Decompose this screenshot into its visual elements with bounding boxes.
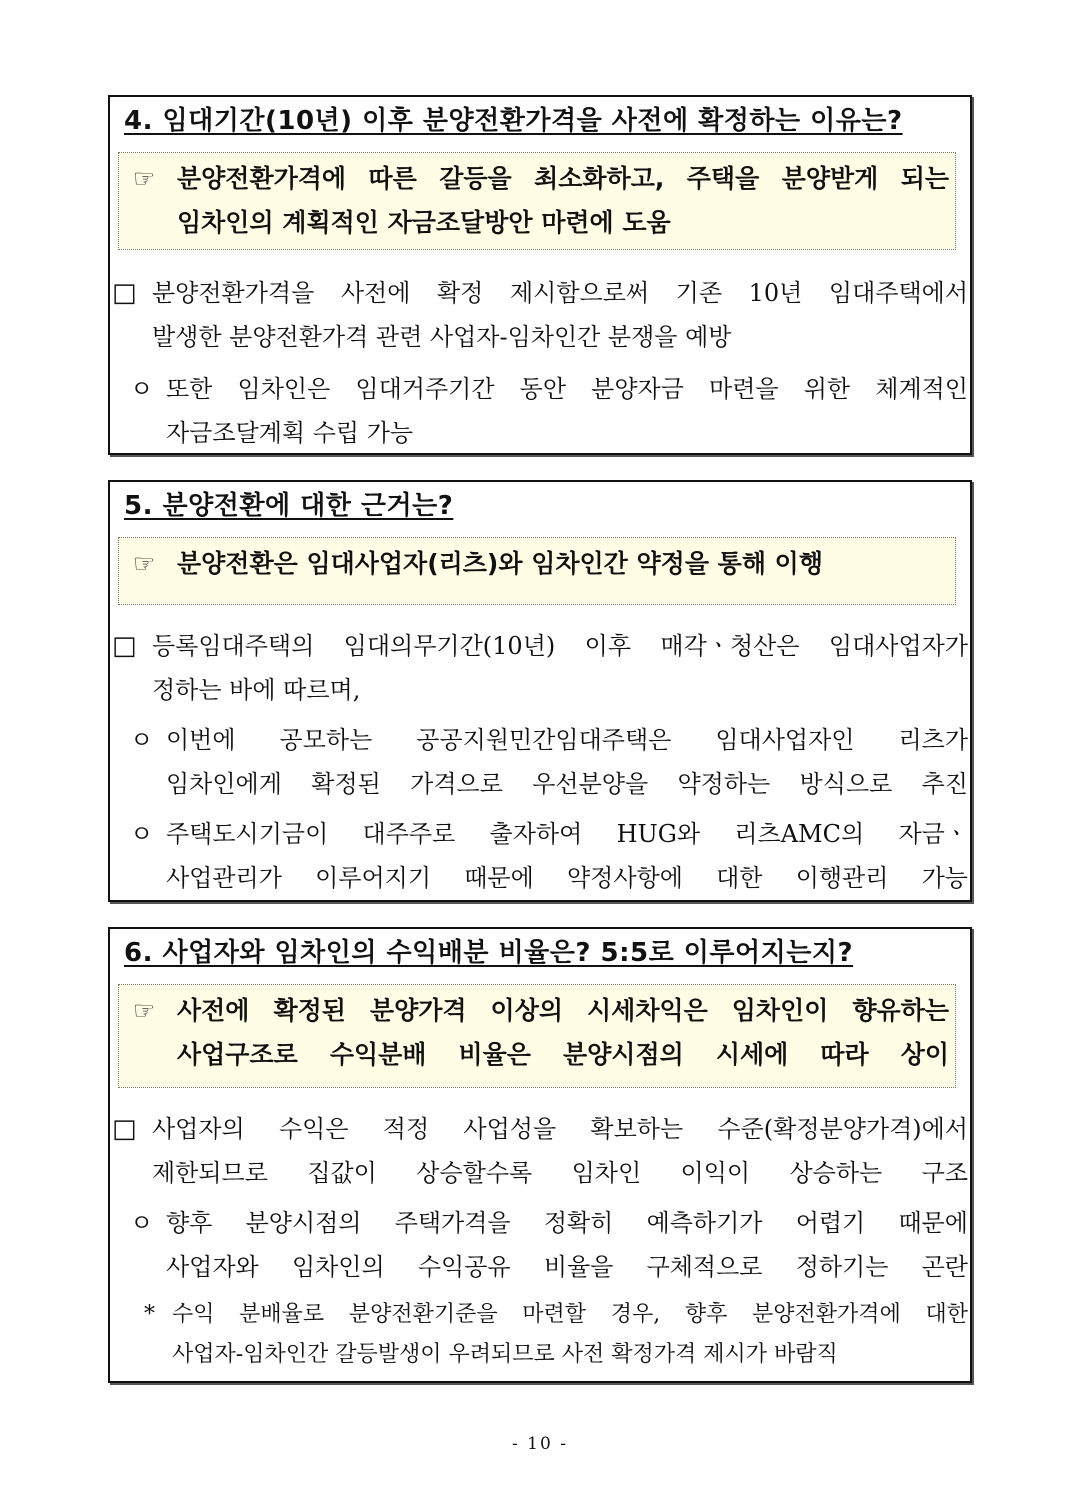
section-heading: 5. 분양전환에 대한 근거는? [124,491,454,521]
section-heading: 4. 임대기간(10년) 이후 분양전환가격을 사전에 확정하는 이유는? [124,106,903,136]
section-heading: 6. 사업자와 임차인의 수익배분 비율은? 5:5로 이루어지는지? [124,938,854,968]
circle-bullet-icon: ㅇ [130,726,154,754]
qa-section-6 [108,927,972,1383]
checkbox-bullet-icon: □ [112,278,137,308]
qa-section-5 [108,480,972,902]
sub-bullet-paragraph [110,812,968,900]
answer-callout [118,984,956,1088]
checkbox-bullet-icon: □ [112,631,137,661]
callout-line: 사업구조로 수익분배 비율은 분양시점의 시세에 따라 상이 [177,1040,949,1069]
answer-callout [118,152,956,250]
callout-line: 사전에 확정된 분양가격 이상의 시세차익은 임차인이 향유하는 [177,996,949,1025]
paragraph-line: 임차인에게 확정된 가격으로 우선분양을 약정하는 방식으로 추진 [166,770,968,798]
sub-bullet-paragraph [110,1201,968,1289]
paragraph-line: 주택도시기금이 대주주로 출자하여 HUG와 리츠AMC의 자금ㆍ [166,820,968,848]
paragraph-line: 또한 임차인은 임대거주기간 동안 분양자금 마련을 위한 체계적인 [166,375,968,403]
paragraph-line: 향후 분양시점의 주택가격을 정확히 예측하기가 어렵기 때문에 [166,1209,968,1237]
paragraph-line: 수익 분배율로 분양전환기준을 마련할 경우, 향후 분양전환가격에 대한 [172,1302,968,1327]
bullet-paragraph [110,624,968,712]
callout-line: 분양전환가격에 따른 갈등을 최소화하고, 주택을 분양받게 되는 [177,164,949,193]
circle-bullet-icon: ㅇ [130,820,154,848]
paragraph-line: 자금조달계획 수립 가능 [166,419,414,447]
asterisk-icon: * [144,1302,155,1327]
circle-bullet-icon: ㅇ [130,1209,154,1237]
page-number: - 10 - [512,1434,568,1454]
paragraph-line: 분양전환가격을 사전에 확정 제시함으로써 기존 10년 임대주택에서 [152,279,968,307]
paragraph-line: 이번에 공모하는 공공지원민간임대주택은 임대사업자인 리츠가 [166,726,968,754]
paragraph-line: 사업자의 수익은 적정 사업성을 확보하는 수준(확정분양가격)에서 [152,1115,968,1143]
pointing-hand-icon: ☞ [133,549,156,578]
paragraph-line: 사업자-임차인간 갈등발생이 우려되므로 사전 확정가격 제시가 바람직 [172,1342,838,1367]
paragraph-line: 발생한 분양전환가격 관련 사업자-임차인간 분쟁을 예방 [152,323,732,351]
answer-callout [118,537,956,605]
qa-section-4 [108,95,972,455]
pointing-hand-icon: ☞ [133,164,156,193]
bullet-paragraph [110,1107,968,1195]
footnote-paragraph [110,1295,968,1375]
paragraph-line: 제한되므로 집값이 상승할수록 임차인 이익이 상승하는 구조 [152,1159,968,1187]
paragraph-line: 사업자와 임차인의 수익공유 비율을 구체적으로 정하기는 곤란 [166,1253,968,1281]
sub-bullet-paragraph [110,367,968,455]
checkbox-bullet-icon: □ [112,1114,137,1144]
paragraph-line: 사업관리가 이루어지기 때문에 약정사항에 대한 이행관리 가능 [166,864,968,892]
paragraph-line: 등록임대주택의 임대의무기간(10년) 이후 매각ㆍ청산은 임대사업자가 [152,632,968,660]
callout-line: 분양전환은 임대사업자(리츠)와 임차인간 약정을 통해 이행 [177,549,823,578]
circle-bullet-icon: ㅇ [130,375,154,403]
paragraph-line: 정하는 바에 따르며, [152,676,361,704]
sub-bullet-paragraph [110,718,968,806]
pointing-hand-icon: ☞ [133,996,156,1025]
bullet-paragraph [110,271,968,359]
callout-line: 임차인의 계획적인 자금조달방안 마련에 도움 [177,208,671,237]
